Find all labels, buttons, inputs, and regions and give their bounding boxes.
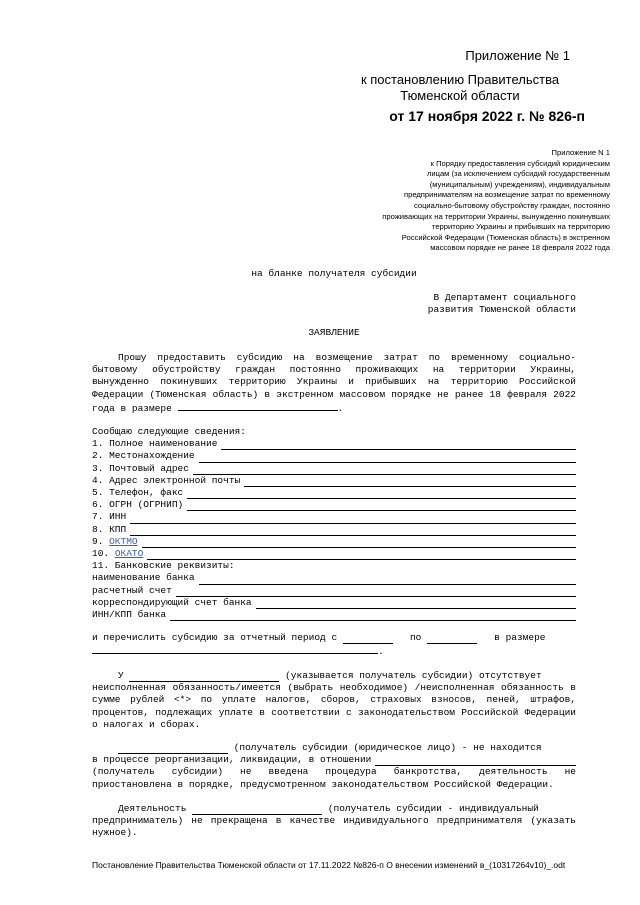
annex-line: лицам (за исключением субсидий государственным (426, 169, 610, 179)
bank-inn-kpp-field[interactable] (170, 611, 576, 621)
entrepreneur-text: Деятельность (118, 803, 187, 814)
annex-line: (муниципальным) учреждениям), индивидуальным (429, 179, 610, 189)
intro-paragraph (92, 352, 576, 415)
legal-row (92, 754, 576, 766)
field-label: 5. Телефон, факс (92, 487, 184, 499)
legal-text: (получатель субсидии (юридическое лицо) - не находится (233, 742, 542, 753)
field-label: 7. ИНН (92, 511, 127, 523)
field-label: расчетный счет (92, 584, 172, 596)
kpp-field[interactable] (130, 526, 576, 536)
transfer-text: по (409, 632, 422, 643)
annex-line: Приложение N 1 (551, 148, 610, 157)
info-heading: Сообщаю следующие сведения: (92, 426, 246, 437)
location-field[interactable] (199, 453, 576, 463)
postal-address-field[interactable] (193, 465, 576, 475)
legal-entity-field-2[interactable] (375, 756, 576, 766)
info-row (92, 524, 576, 536)
field-label: корреспондирующий счет банка (92, 596, 252, 608)
document-title: ЗАЯВЛЕНИЕ (308, 327, 360, 338)
debt-text: У (118, 670, 124, 681)
letterhead-note: на бланке получателя субсидии (251, 268, 417, 279)
info-row (92, 487, 576, 499)
info-row (92, 585, 576, 597)
period-from-field[interactable] (343, 634, 393, 644)
legal-row (92, 742, 576, 754)
field-label: 4. Адрес электронной почты (92, 474, 241, 486)
resolution-reference: к постановлению Правительства Тюменской области (360, 72, 560, 103)
entrepreneur-text: (получатель субсидии - индивидуальный (327, 803, 539, 814)
legal-body: (получатель субсидии) не введена процедура банкротства, деятельность не приостановлена в порядке, предусмотренном законодательством Российской Федерации. (92, 766, 576, 790)
annex-line: территорию Украины и прибывших на территорию (431, 222, 610, 232)
info-row (92, 499, 576, 511)
info-row (92, 463, 576, 475)
okato-field[interactable] (147, 550, 576, 560)
addressee-block (330, 292, 576, 316)
document-footer: Постановление Правительства Тюменской области от 17.11.2022 №826-п О внесении изменений в_(10317264v10)_.odt (92, 860, 566, 870)
field-label: 10. (92, 548, 110, 560)
transfer-row (92, 632, 576, 644)
field-label: 3. Почтовый адрес (92, 462, 189, 474)
info-row (92, 536, 576, 548)
intro-text: Прошу предоставить субсидию на возмещение затрат по временному социально-бытовому обустройству граждан постоянно проживающих на территории Украины, вынужденно покинувших территорию Украины и прибывших на территорию Российской Федерации (Тюменская область) в экстренном массовом порядке не ранее 18 февраля 2022 года в размере (92, 352, 576, 414)
ogrn-field[interactable] (187, 501, 576, 511)
addressee-line: развития Тюменской области (427, 304, 576, 316)
info-row (92, 572, 576, 584)
info-row (92, 438, 576, 450)
email-field[interactable] (244, 477, 576, 487)
annex-line: проживающих на территории Украины, вынужденно покинувших (382, 211, 610, 221)
transfer-text: и перечислить субсидию за отчетный период с (92, 632, 338, 643)
annex-line: массовом порядке не ранее 18 февраля 2022 года (430, 243, 610, 253)
annex-line: к Порядку предоставления субсидий юридическим (430, 158, 610, 168)
bank-name-field[interactable] (199, 575, 576, 585)
debt-paragraph (92, 670, 576, 731)
entrepreneur-field[interactable] (192, 805, 322, 815)
info-row (92, 511, 576, 523)
phone-fax-field[interactable] (187, 489, 576, 499)
info-row (92, 450, 576, 462)
appendix-title: Приложение № 1 (465, 48, 570, 63)
info-row (92, 475, 576, 487)
field-label: 9. (92, 535, 104, 547)
debt-row (92, 670, 576, 682)
oktmo-link[interactable]: ОКТМО (109, 535, 138, 547)
recipient-field[interactable] (129, 672, 279, 682)
bank-heading: 11. Банковские реквизиты: (92, 560, 235, 572)
annex-line: Российской Федерации (Тюменская область) в экстренном (401, 232, 610, 242)
entrepreneur-body: предприниматель) не прекращена в качестве индивидуального предпринимателя (указать нужное). (92, 815, 576, 839)
transfer-paragraph: и перечислить субсидию за отчетный период с по в размере . (92, 632, 576, 658)
okato-link[interactable]: ОКАТО (114, 548, 144, 560)
info-row (92, 548, 576, 560)
intro-tail: . (337, 402, 344, 414)
debt-text: (указывается получатель субсидии) отсутствует (285, 670, 542, 681)
field-label: 2. Местонахождение (92, 450, 195, 462)
annex-line: предпринимателям на возмещение затрат по временному (403, 190, 610, 200)
field-label: ИНН/КПП банка (92, 609, 167, 621)
legal-entity-paragraph (92, 742, 576, 791)
addressee-line: В Департамент социального (433, 292, 576, 303)
legal-entity-field[interactable] (118, 744, 228, 754)
correspondent-account-field[interactable] (256, 599, 576, 609)
info-row (92, 597, 576, 609)
info-section (92, 426, 576, 621)
info-row (92, 609, 576, 621)
entrepreneur-row (92, 803, 576, 815)
inn-field[interactable] (130, 514, 576, 524)
entrepreneur-paragraph (92, 803, 576, 840)
resolution-date-number: от 17 ноября 2022 г. № 826-п (389, 108, 585, 124)
settlement-account-field[interactable] (176, 587, 576, 597)
transfer-text: в размере (494, 632, 546, 643)
field-label: 8. КПП (92, 523, 127, 535)
field-label: наименование банка (92, 572, 195, 584)
debt-body: неисполненная обязанность/имеется (выбрать необходимое) /неисполненная обязанность в сумме рублей <*> по уплате налогов, сборов, страховых взносов, пеней, штрафов, процентов, подлежащих уплате в соответствии с законодательством Российской Федерации о налогах и сборах. (92, 682, 576, 730)
period-to-field[interactable] (427, 634, 477, 644)
amount-field[interactable] (178, 401, 338, 411)
transfer-amount-field[interactable] (92, 644, 378, 654)
full-name-field[interactable] (221, 440, 576, 450)
field-label: 6. ОГРН (ОГРНИП) (92, 499, 184, 511)
annex-reference (310, 148, 610, 254)
oktmo-field[interactable] (142, 538, 576, 548)
legal-text: в процессе реорганизации, ликвидации, в отношении (92, 754, 372, 766)
annex-line: социально-бытовому обустройству граждан, постоянно (413, 200, 610, 210)
field-label: 1. Полное наименование (92, 438, 218, 450)
